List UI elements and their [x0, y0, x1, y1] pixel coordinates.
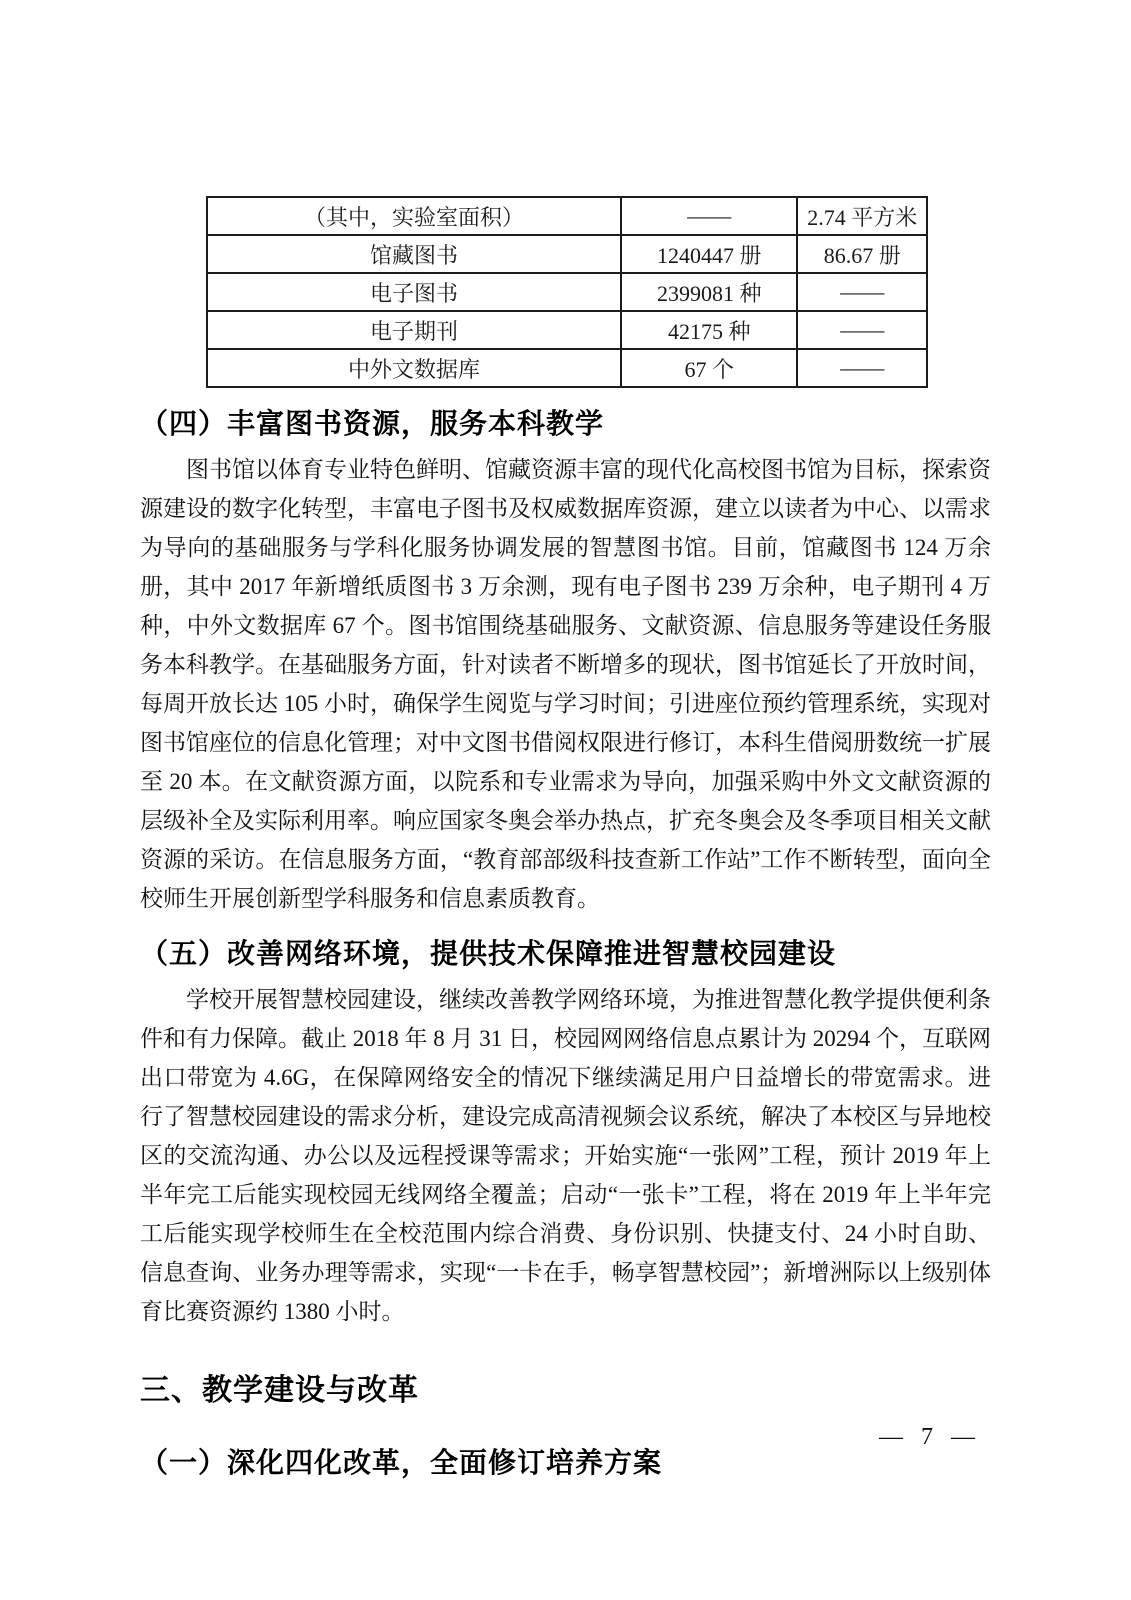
table-row	[207, 273, 927, 311]
section-4-paragraph: 图书馆以体育专业特色鲜明、馆藏资源丰富的现代化高校图书馆为目标，探索资源建设的数字化转型，丰富电子图书及权威数据库资源，建立以读者为中心、以需求为导向的基础服务与学科化服务协调发展的智慧图书馆。目前，馆藏图书 124 万余册，其中 2017 年新增纸质图书 3 万余测，现有电子图书 239 万余种，电子期刊 4 万种，中外文数据库 67 个。图书馆围绕基础服务、文献资源、信息服务等建设任务服务本科教学。在基础服务方面，针对读者不断增多的现状，图书馆延长了开放时间，每周开放长达 105 小时，确保学生阅览与学习时间；引进座位预约管理系统，实现对图书馆座位的信息化管理；对中文图书借阅权限进行修订，本科生借阅册数统一扩展至 20 本。在文献资源方面，以院系和专业需求为导向，加强采购中外文文献资源的层级补全及实际利用率。响应国家冬奥会举办热点，扩充冬奥会及冬季项目相关文献资源的采访。在信息服务方面，“教育部部级科技查新工作站”工作不断转型，面向全校师生开展创新型学科服务和信息素质教育。	[140, 457, 991, 911]
library-resources-table	[206, 196, 928, 388]
table-cell-per-student: 2.74 平方米	[797, 197, 927, 235]
table-cell-per-student: ——	[797, 349, 927, 387]
chapter-heading: 三、教学建设与改革	[140, 1374, 419, 1407]
table-cell-label: （其中，实验室面积）	[207, 197, 621, 235]
page-number: — 7 —	[879, 1424, 981, 1450]
section-heading-4: （四）丰富图书资源，服务本科教学	[140, 408, 605, 439]
table-cell-per-student: 86.67 册	[797, 235, 927, 273]
table-row	[207, 197, 927, 235]
table-cell-label: 电子期刊	[207, 311, 621, 349]
table-row	[207, 235, 927, 273]
table-cell-value: 2399081 种	[621, 273, 797, 311]
table-cell-label: 中外文数据库	[207, 349, 621, 387]
table-cell-value: 67 个	[621, 349, 797, 387]
table-cell-per-student: ——	[797, 311, 927, 349]
table-cell-label: 电子图书	[207, 273, 621, 311]
table-cell-label: 馆藏图书	[207, 235, 621, 273]
table-cell-value: 42175 种	[621, 311, 797, 349]
table-cell-per-student: ——	[797, 273, 927, 311]
page-content	[140, 196, 991, 1481]
section-5-paragraph: 学校开展智慧校园建设，继续改善教学网络环境，为推进智慧化教学提供便利条件和有力保障。截止 2018 年 8 月 31 日，校园网网络信息点累计为 20294 个，互联网出口带宽为 4.6G，在保障网络安全的情况下继续满足用户日益增长的带宽需求。进行了智慧校园建设的需求分析，建设完成高清视频会议系统，解决了本校区与异地校区的交流沟通、办公以及远程授课等需求；开始实施“一张网”工程，预计 2019 年上半年完工后能实现校园无线网络全覆盖；启动“一张卡”工程，将在 2019 年上半年完工后能实现学校师生在全校范围内综合消费、身份识别、快捷支付、24 小时自助、信息查询、业务办理等需求，实现“一卡在手，畅享智慧校园”；新增洲际以上级别体育比赛资源约 1380 小时。	[140, 987, 991, 1324]
table-cell-value: 1240447 册	[621, 235, 797, 273]
subsection-heading: （一）深化四化改革，全面修订培养方案	[140, 1447, 663, 1478]
table-row	[207, 349, 927, 387]
table-row	[207, 311, 927, 349]
section-heading-5: （五）改善网络环境，提供技术保障推进智慧校园建设	[140, 938, 837, 969]
table-cell-value: ——	[621, 197, 797, 235]
